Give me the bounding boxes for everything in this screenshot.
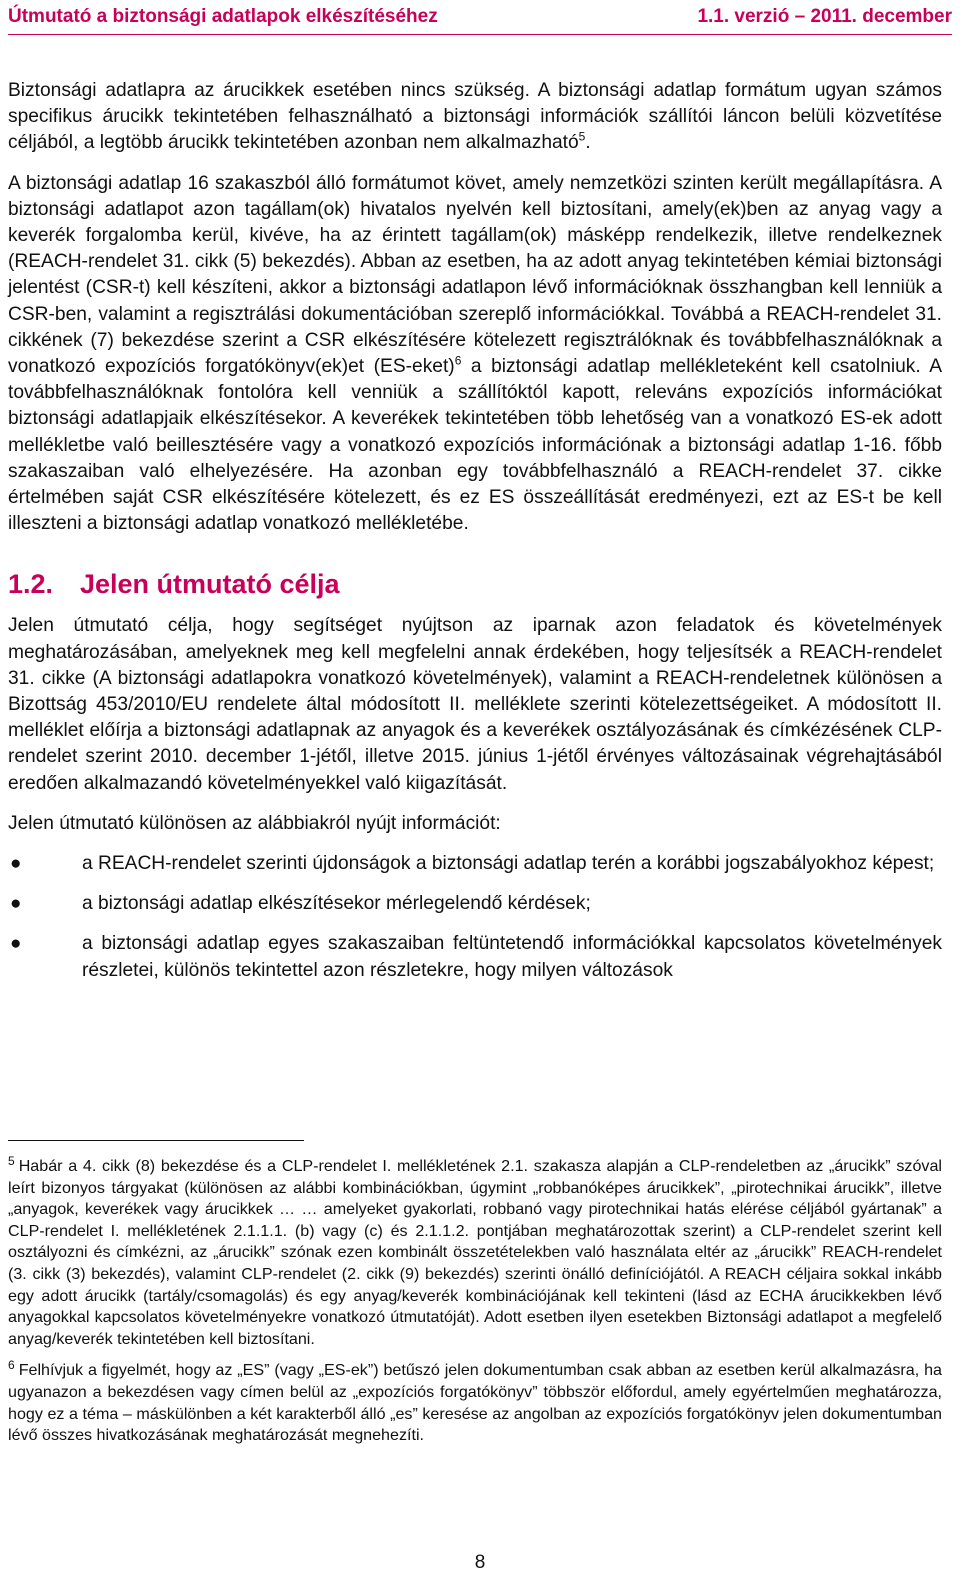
paragraph-format: A biztonsági adatlap 16 szakaszból álló formátumot követ, amely nemzetközi szinten került megállapításra. A biztonsági adatlapot azon tagállam(ok) hivatalos nyelvén kell biztosítani, amely(ek)ben az anyag vagy a keverék forgalomba kerül, kivéve, ha az érintett tagállam(ok) másképp rendelkezik, illetve rendelkeznek (REACH-rendelet 31. cikk (5) bekezdés). Abban az esetben, ha az adott anyag tekintetében kémiai biztonsági jelentést (CSR-t) kell készíteni, akkor a biztonsági adatlapon lévő információknak összhangban kell lenniük a CSR-ben, valamint a regisztrálási dokumentációban szereplő információkkal. Továbbá a REACH-rendelet 31. cikkének (7) bekezdése szerint a CSR elkészítésére kötelezett regisztrálóknak és továbbfelhasználóknak a vonatkozó expozíciós forgatókönyv(ek)et (ES-eket)$^6$ a biztonsági adatlap mellékleteként kell csatolniuk. A továbbfelhasználóknak fontolóra kell venniük a szállítóktól kapott, releváns expozíciós információkat biztonsági adatlapjaik elkészítésekor. A keverékek tekintetében több lehetőség van a vonatkozó ES-ek adott mellékletbe való beillesztésére vagy a vonatkozó expozíciós információnak a biztonsági adatlap 1-16. főbb szakaszaiban való elhelyezésére. Ha azonban egy továbbfelhasználó a REACH-rendelet 37. cikke értelmében saját CSR elkészítésére kötelezett, és ez ES összeállítását eredményezi, ezt az ES-t be kell illeszteni a biztonsági adatlap vonatkozó mellékletébe.	[8, 172, 942, 535]
footnote-5: $^5$ Habár a 4. cikk (8) bekezdése és a CLP-rendelet I. mellékletének 2.1. szakasza alapján a CLP-rendeletben az „árucikk” szóval leírt bizonyos tárgyakat (különösen az alábbi kombinációkban, úgymint „robbanóképes árucikkek”, „pirotechnikai árucikk”, illetve „anyagok, keverékek vagy árucikkek … … amelyeket gyakorlati, robbanó vagy pirotechnikai hatás elérése céljából gyártanak” a CLP-rendelet I. mellékletének 2.1.1.1. (b) vagy (c) és 2.1.1.2. pontjában meghatározottak szerint) a CLP-rendelet szerint kell osztályozni és címkézni, az „árucikk” szónak ezen kombinált összetételekben való használata eltér az „árucikk” REACH-rendelet (3. cikk (3) bekezdés), valamint CLP-rendelet (2. cikk (9) bekezdés) szerinti önálló definíciójától. A REACH céljaira sokkal inkább egy adott árucikk (tartály/csomagolás) és egy anyag/keverék kombinációjának kell tekinteni (lásd az ECHA árucikkekben lévő anyagokkal kapcsolatos követelményekre vonatkozó útmutatóját). Adott esetben ilyen esetekben Biztonsági adatlapot a megfelelő anyag/keverék tekintetében kell biztosítani.	[8, 1153, 942, 1348]
document-title: Útmutató a biztonsági adatlapok elkészítéséhez	[8, 6, 438, 27]
bullet-icon: ●	[10, 853, 22, 875]
bullet-icon: ●	[10, 893, 22, 915]
section-number: 1.2.	[8, 569, 54, 600]
paragraph-articles: Biztonsági adatlapra az árucikkek esetében nincs szükség. A biztonsági adatlap formátum ugyan számos specifikus árucikk tekintetében felhasználható a biztonsági információk szállítói láncon belüli közvetítése céljából, a legtöbb árucikk tekintetében azonban nem alkalmazható$^5$.	[8, 80, 942, 154]
list-item: ● a biztonsági adatlap elkészítésekor mérlegelendő kérdések;	[8, 891, 942, 917]
section-heading	[8, 567, 942, 601]
page-number: 8	[474, 1552, 486, 1573]
list-item: ● a biztonsági adatlap egyes szakaszaiban feltüntetendő információkkal kapcsolatos követelmények részletei, különös tekintettel azon részletekre, hogy milyen változások	[8, 931, 942, 983]
section-title: Jelen útmutató célja	[80, 569, 340, 600]
footnote-divider	[8, 1140, 304, 1141]
bullet-icon: ●	[10, 933, 22, 955]
footnotes	[8, 1153, 942, 1447]
page-header	[8, 4, 952, 30]
list-item: ● a REACH-rendelet szerinti újdonságok a biztonsági adatlap terén a korábbi jogszabályokhoz képest;	[8, 851, 942, 877]
paragraph-purpose: Jelen útmutató célja, hogy segítséget nyújtson az iparnak azon feladatok és követelmények meghatározásában, amelyeknek meg kell megfelelni annak érdekében, hogy teljesítsék a REACH-rendelet 31. cikke (A biztonsági adatlapokra vonatkozó követelmények), valamint a REACH-rendeletnek különösen a Bizottság 453/2010/EU rendelete által módosított II. melléklete szerinti kötelezettségeiket. A módosított II. melléklet előírja a biztonsági adatlapnak az anyagok és a keverékek osztályozásának és címkézésének CLP-rendelet szerint 2010. december 1-jétől, illetve 2015. június 1-jétől érvényes változásainak végrehajtásából eredően alkalmazandó követelményekkel való kiigazítását.	[8, 615, 942, 794]
header-divider	[8, 34, 952, 35]
paragraph-intro-list: Jelen útmutató különösen az alábbiakról nyújt információt:	[8, 812, 501, 834]
footnote-6: $^6$ Felhívjuk a figyelmét, hogy az „ES” (vagy „ES-ek”) betűszó jelen dokumentumban csak abban az esetben kerül alkalmazásra, ha ugyanazon a bekezdésen vagy címen belül az „expozíciós forgatókönyv” többször előfordul, amely egyértelműen meghatározza, hogy ez a téma – máskülönben a két karakterből álló „es” keresése az angolban az expozíciós forgatókönyv jelen dokumentumban lévő összes hivatkozásának meghatározását megnehezíti.	[8, 1357, 942, 1445]
footnote-ref-5[interactable]: 5	[578, 130, 586, 145]
footnote-ref-6[interactable]: 6	[454, 353, 462, 368]
document-version: 1.1. verzió – 2011. december	[697, 6, 952, 27]
main-content	[8, 78, 942, 984]
bullet-list	[8, 851, 942, 984]
